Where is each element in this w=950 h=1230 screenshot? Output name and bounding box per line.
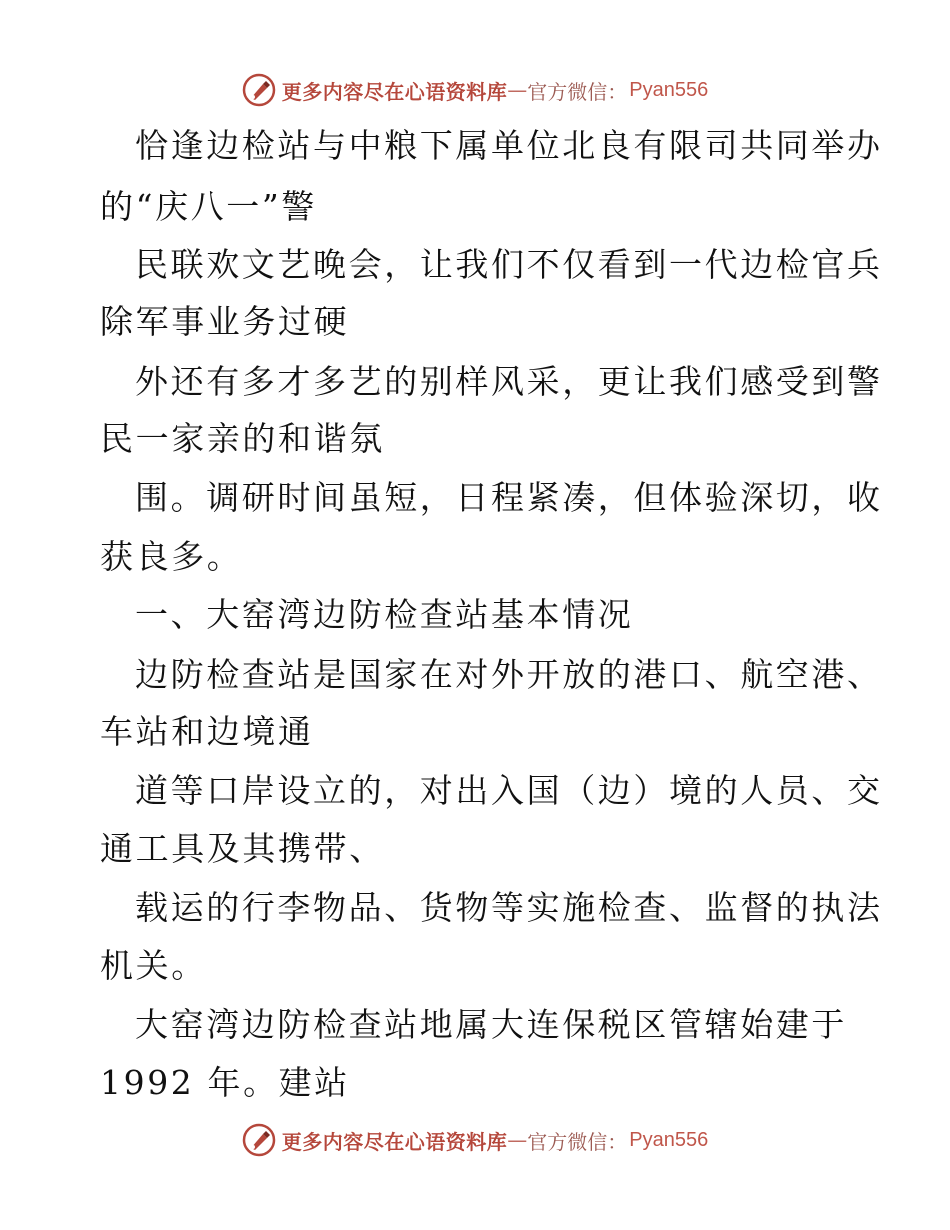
watermark-dash: — bbox=[507, 1128, 528, 1152]
watermark-main-text: 更多内容尽在心语资料库 bbox=[281, 79, 508, 104]
paragraph-line: 车站和边境通 bbox=[100, 712, 314, 751]
paragraph-line: 载运的行李物品、货物等实施检查、监督的执法 bbox=[135, 888, 883, 927]
paragraph-line: 除军事业务过硬 bbox=[100, 302, 350, 341]
paragraph-line: 获良多。 bbox=[100, 537, 243, 576]
pen-logo-icon bbox=[242, 1123, 276, 1157]
paragraph-line: 围。调研时间虽短，日程紧凑，但体验深切，收 bbox=[135, 478, 883, 517]
watermark-wechat-id: Pyan556 bbox=[629, 78, 709, 101]
watermark-wechat-id: Pyan556 bbox=[629, 1128, 709, 1151]
paragraph-line: 的“庆八一”警 bbox=[100, 187, 317, 226]
watermark-header bbox=[0, 70, 950, 110]
watermark-label: 官方微信： bbox=[527, 79, 628, 104]
paragraph-line: 恰逢边检站与中粮下属单位北良有限司共同举办 bbox=[135, 126, 883, 165]
paragraph-line: 机关。 bbox=[100, 946, 207, 985]
watermark-main-text: 更多内容尽在心语资料库 bbox=[281, 1129, 508, 1154]
watermark-label: 官方微信： bbox=[527, 1129, 628, 1154]
paragraph-line: 民一家亲的和谐氛 bbox=[100, 419, 385, 458]
paragraph-line: 大窑湾边防检查站地属大连保税区管辖始建于 bbox=[135, 1005, 847, 1044]
paragraph-line: 民联欢文艺晚会，让我们不仅看到一代边检官兵 bbox=[135, 245, 883, 284]
pen-logo-icon bbox=[242, 73, 276, 107]
section-heading: 一、大窑湾边防检查站基本情况 bbox=[135, 595, 634, 634]
watermark-footer bbox=[0, 1120, 950, 1160]
paragraph-line: 外还有多才多艺的别样风采，更让我们感受到警 bbox=[135, 362, 883, 401]
paragraph-line: 1992 年。建站 bbox=[100, 1063, 350, 1102]
paragraph-line: 通工具及其携带、 bbox=[100, 829, 385, 868]
paragraph-line: 道等口岸设立的，对出入国（边）境的人员、交 bbox=[135, 771, 883, 810]
watermark-dash: — bbox=[507, 78, 528, 102]
paragraph-line: 边防检查站是国家在对外开放的港口、航空港、 bbox=[135, 655, 883, 694]
